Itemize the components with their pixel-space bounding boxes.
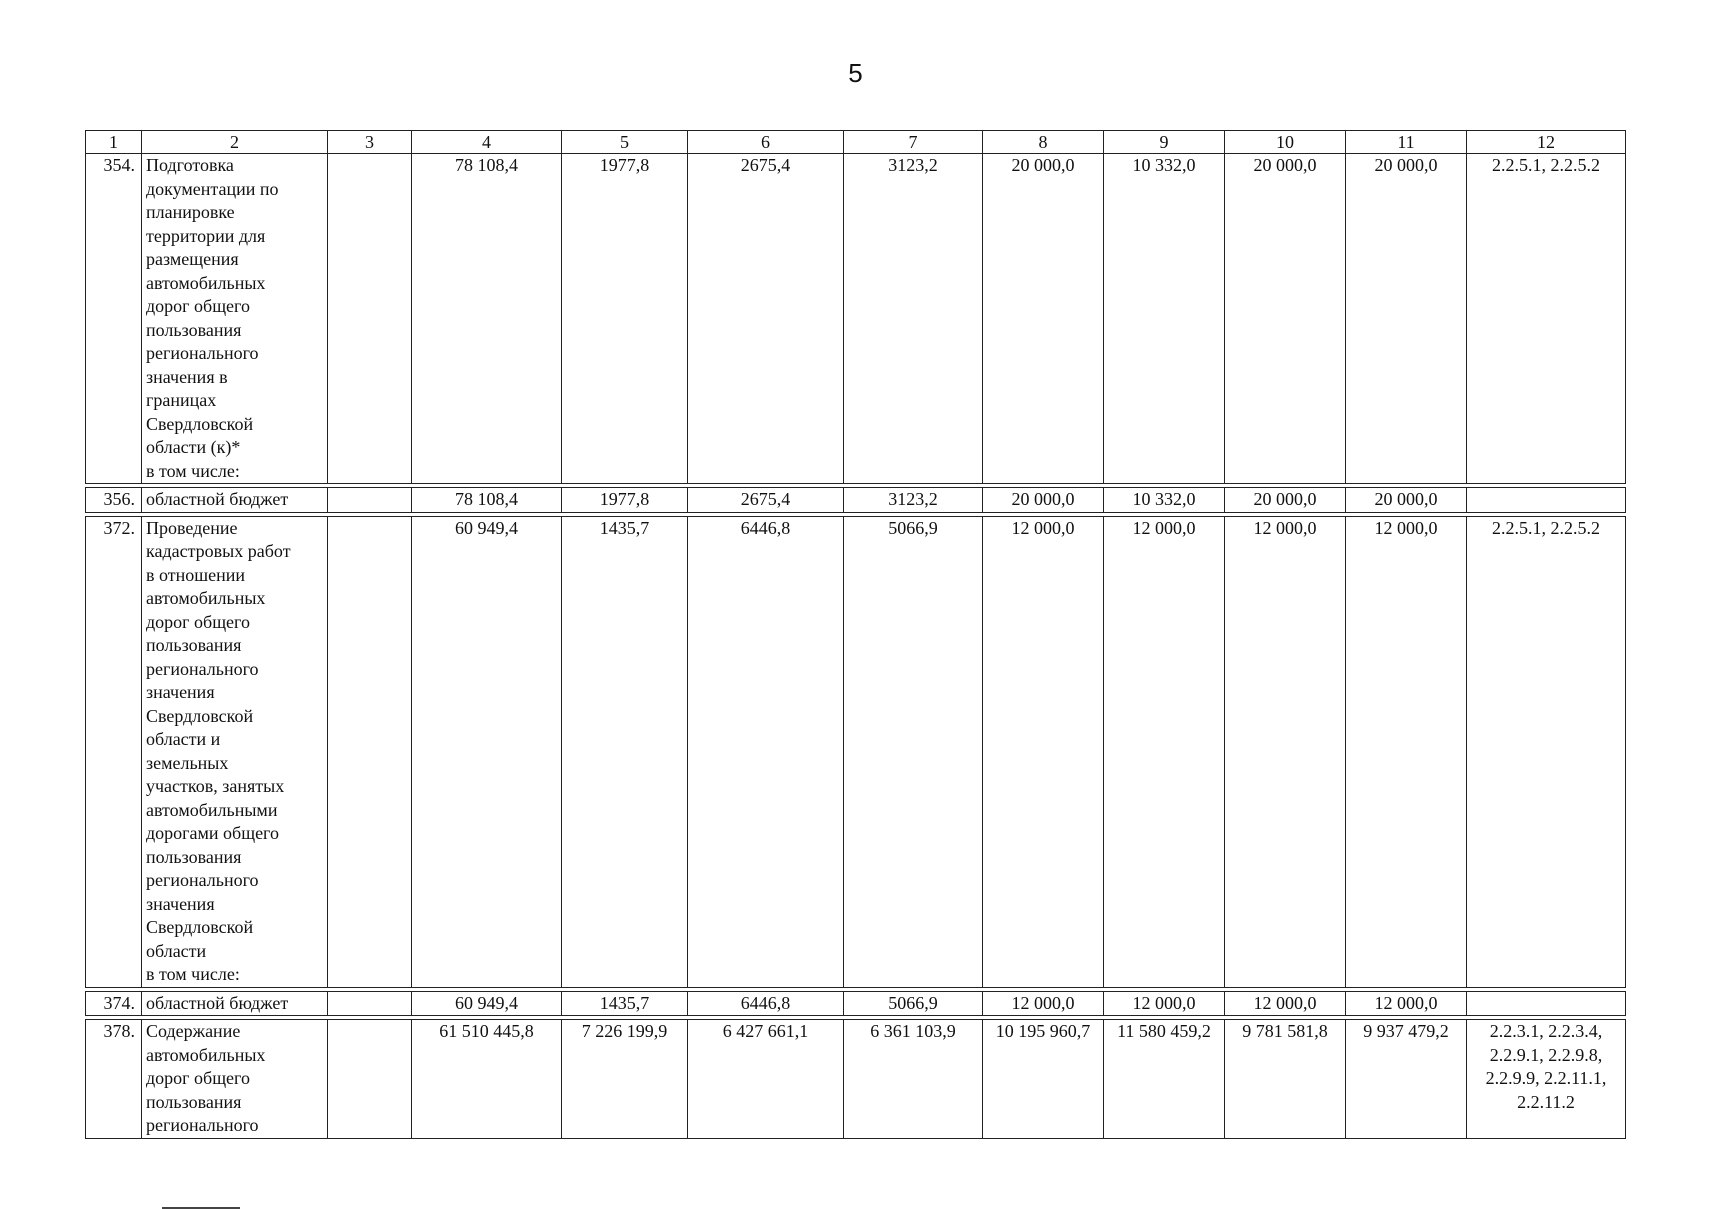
row-name-line: территории для (146, 225, 266, 246)
value-cell: 12 000,0 (1225, 516, 1346, 987)
table-row (86, 488, 1626, 513)
column-number: 4 (412, 131, 562, 154)
value-cell: 78 108,4 (412, 488, 562, 513)
column-number: 6 (688, 131, 844, 154)
row-name-line: Содержание (146, 1021, 241, 1041)
row-name-line: дорог общего (146, 296, 250, 316)
value-cell: 78 108,4 (412, 154, 562, 484)
row-number: 356. (86, 488, 142, 513)
target-refs-line: 2.2.11.2 (1517, 1091, 1575, 1112)
row-name (142, 516, 328, 987)
value-cell: 60 949,4 (412, 516, 562, 987)
row-name-line: автомобильных (146, 1044, 266, 1065)
row-name-line: Свердловской (146, 413, 254, 434)
value-cell: 20 000,0 (1225, 488, 1346, 513)
value-cell: 20 000,0 (1225, 154, 1346, 484)
column-number: 5 (562, 131, 688, 154)
row-name-line: Свердловской (146, 705, 254, 726)
row-name-line: в том числе: (146, 460, 240, 481)
value-cell: 12 000,0 (1225, 991, 1346, 1016)
value-cell: 1977,8 (562, 488, 688, 513)
target-refs-line: 2.2.3.1, 2.2.3.4, (1489, 1021, 1603, 1041)
value-cell: 3123,2 (844, 154, 983, 484)
row-name-line: автомобильных (146, 272, 266, 293)
value-cell: 1435,7 (562, 516, 688, 987)
target-refs (1467, 516, 1626, 987)
column-number: 3 (328, 131, 412, 154)
column-number: 7 (844, 131, 983, 154)
header-row (86, 131, 1626, 154)
target-refs-line: 2.2.5.1, 2.2.5.2 (1492, 155, 1600, 175)
row-name-line: области (к)* (146, 437, 241, 457)
row-name-line: области (146, 940, 207, 961)
column-number: 12 (1467, 131, 1626, 154)
column-3-cell (328, 1020, 412, 1139)
target-refs-line: 2.2.9.9, 2.2.11.1, (1485, 1068, 1607, 1088)
row-name-line: кадастровых работ (146, 541, 291, 561)
page-number: 5 (848, 58, 863, 88)
row-number: 378. (86, 1020, 142, 1139)
value-cell: 12 000,0 (1104, 991, 1225, 1016)
row-number: 372. (86, 516, 142, 987)
row-name-line: Проведение (146, 517, 238, 538)
value-cell: 20 000,0 (983, 488, 1104, 513)
row-name (142, 154, 328, 484)
row-name-line: участков, занятых (146, 776, 285, 796)
value-cell: 12 000,0 (983, 991, 1104, 1016)
target-refs (1467, 154, 1626, 484)
row-name-line: в том числе: (146, 964, 240, 984)
row-name-line: регионального (146, 658, 259, 679)
value-cell: 60 949,4 (412, 991, 562, 1016)
row-name-line: Подготовка (146, 155, 234, 175)
column-3-cell (328, 516, 412, 987)
row-name-line: пользования (146, 1091, 242, 1112)
row-name-line: границах (146, 390, 217, 410)
value-cell: 9 937 479,2 (1346, 1020, 1467, 1139)
row-number: 354. (86, 154, 142, 484)
column-number: 10 (1225, 131, 1346, 154)
row-name-line: Свердловской (146, 917, 254, 937)
budget-table (85, 130, 1626, 1139)
row-name-line: пользования (146, 635, 242, 655)
target-refs-line: 2.2.9.1, 2.2.9.8, (1489, 1044, 1603, 1065)
column-number: 1 (86, 131, 142, 154)
row-name-line: значения (146, 682, 215, 702)
row-name-line: регионального (146, 870, 259, 890)
value-cell: 9 781 581,8 (1225, 1020, 1346, 1139)
column-number: 8 (983, 131, 1104, 154)
target-refs (1467, 991, 1626, 1016)
value-cell: 7 226 199,9 (562, 1020, 688, 1139)
row-name-line: документации по (146, 178, 279, 199)
value-cell: 2675,4 (688, 488, 844, 513)
row-name (142, 488, 328, 513)
value-cell: 10 332,0 (1104, 488, 1225, 513)
value-cell: 6446,8 (688, 516, 844, 987)
row-name-line: в отношении (146, 564, 246, 585)
row-number: 374. (86, 991, 142, 1016)
value-cell: 10 332,0 (1104, 154, 1225, 484)
row-name-line: регионального (146, 1115, 259, 1135)
row-name (142, 991, 328, 1016)
value-cell: 10 195 960,7 (983, 1020, 1104, 1139)
value-cell: 1977,8 (562, 154, 688, 484)
value-cell: 6446,8 (688, 991, 844, 1016)
row-name-line: значения (146, 893, 215, 914)
column-3-cell (328, 488, 412, 513)
value-cell: 20 000,0 (1346, 488, 1467, 513)
row-name-line: областной бюджет (146, 992, 289, 1013)
row-name-line: автомобильных (146, 588, 266, 608)
target-refs-line: 2.2.5.1, 2.2.5.2 (1492, 517, 1600, 538)
value-cell: 20 000,0 (983, 154, 1104, 484)
target-refs (1467, 1020, 1626, 1139)
row-name (142, 1020, 328, 1139)
row-name-line: дорог общего (146, 1068, 250, 1088)
row-name-line: регионального (146, 343, 259, 363)
value-cell: 1435,7 (562, 991, 688, 1016)
value-cell: 12 000,0 (1104, 516, 1225, 987)
value-cell: 11 580 459,2 (1104, 1020, 1225, 1139)
column-number: 9 (1104, 131, 1225, 154)
table-row (86, 154, 1626, 484)
row-name-line: значения в (146, 366, 228, 387)
value-cell: 12 000,0 (1346, 516, 1467, 987)
value-cell: 3123,2 (844, 488, 983, 513)
value-cell: 5066,9 (844, 991, 983, 1016)
column-number: 2 (142, 131, 328, 154)
value-cell: 12 000,0 (1346, 991, 1467, 1016)
row-name-line: размещения (146, 249, 239, 269)
value-cell: 6 361 103,9 (844, 1020, 983, 1139)
value-cell: 61 510 445,8 (412, 1020, 562, 1139)
value-cell: 5066,9 (844, 516, 983, 987)
target-refs (1467, 488, 1626, 513)
row-name-line: автомобильными (146, 799, 278, 820)
column-number: 11 (1346, 131, 1467, 154)
value-cell: 20 000,0 (1346, 154, 1467, 484)
table-row (86, 1020, 1626, 1139)
row-name-line: планировке (146, 202, 235, 222)
column-3-cell (328, 154, 412, 484)
value-cell: 12 000,0 (983, 516, 1104, 987)
value-cell: 2675,4 (688, 154, 844, 484)
row-name-line: дорог общего (146, 611, 250, 632)
value-cell: 6 427 661,1 (688, 1020, 844, 1139)
row-name-line: области и (146, 729, 221, 749)
row-name-line: областной бюджет (146, 489, 289, 509)
row-name-line: пользования (146, 319, 242, 340)
row-name-line: пользования (146, 846, 242, 867)
table-row (86, 991, 1626, 1016)
column-3-cell (328, 991, 412, 1016)
row-name-line: дорогами общего (146, 823, 279, 843)
row-name-line: земельных (146, 752, 229, 773)
table-row (86, 516, 1626, 987)
